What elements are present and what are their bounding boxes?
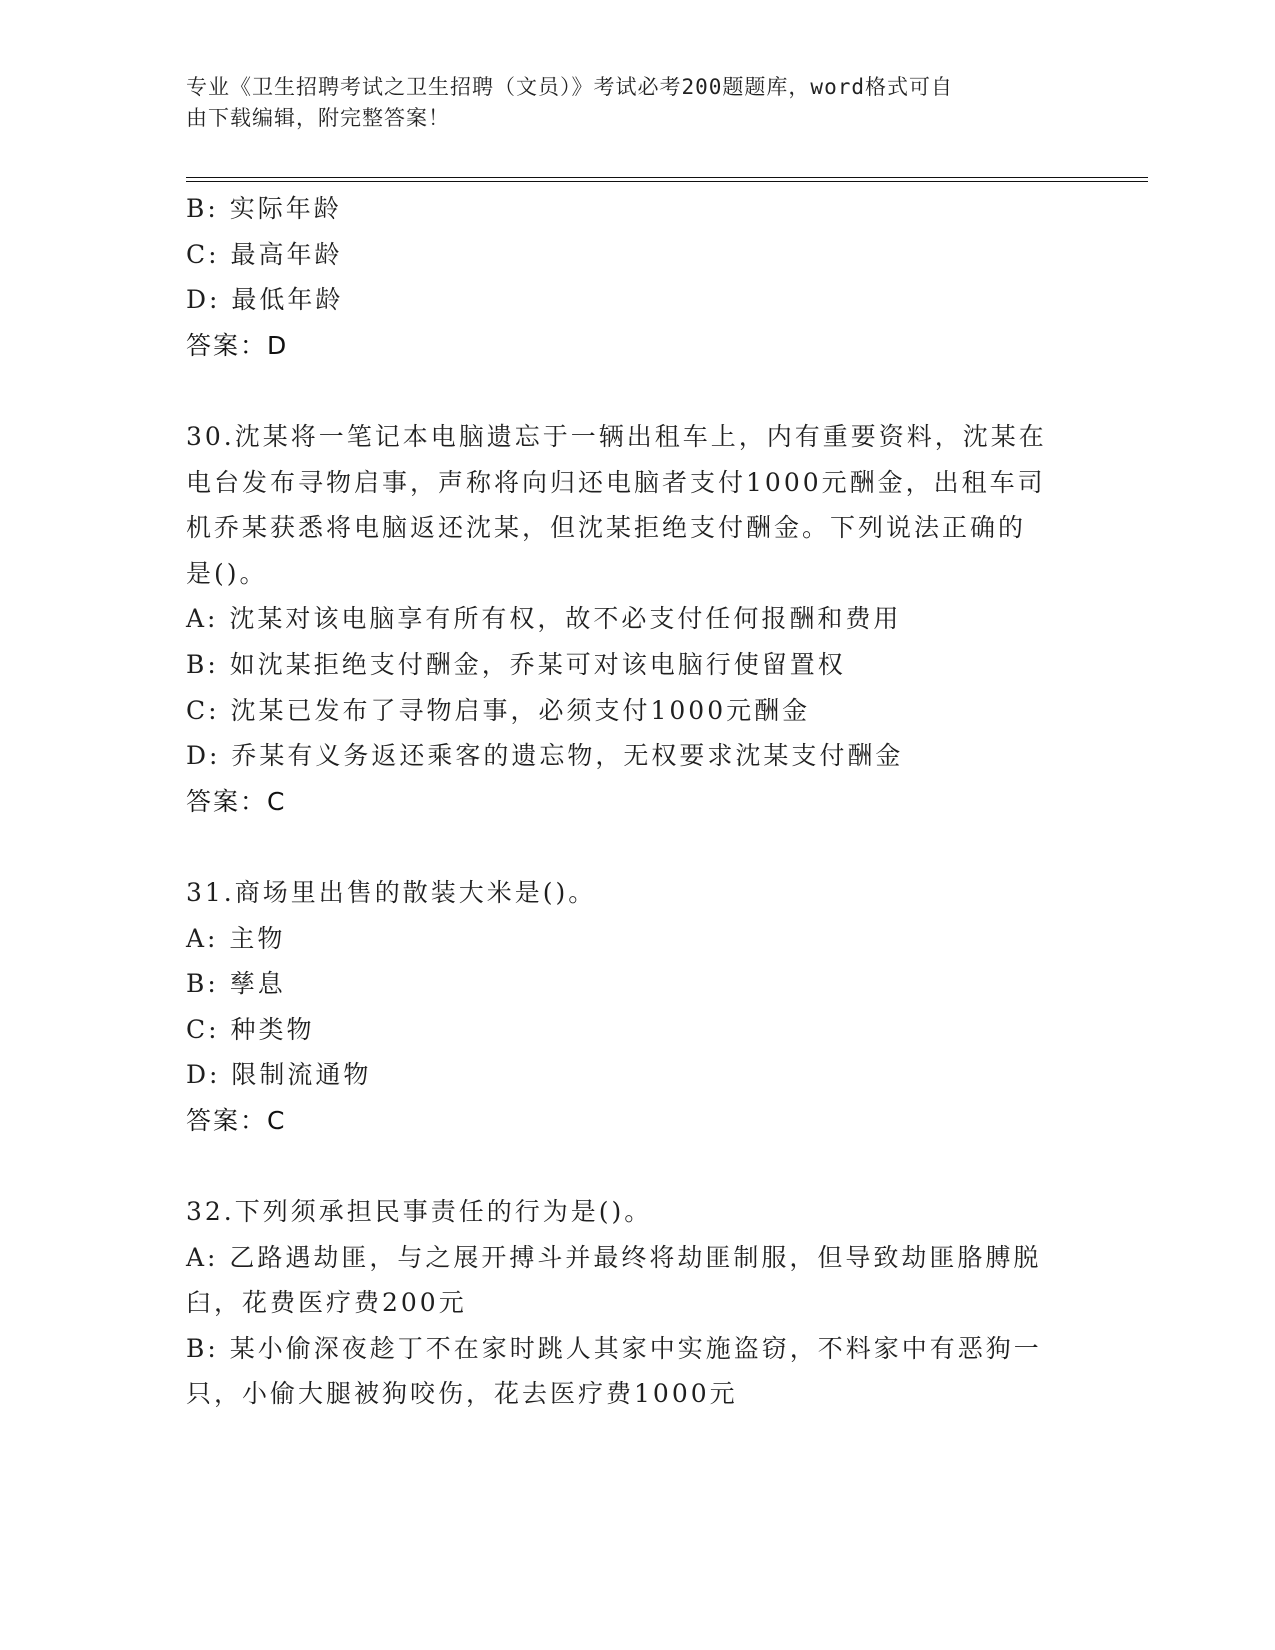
question-stem: 31.商场里出售的散装大米是()。	[186, 877, 597, 907]
question-stem: 32.下列须承担民事责任的行为是()。	[186, 1197, 653, 1227]
option-b-line: B: 某小偷深夜趁丁不在家时跳人其家中实施盗窃，不料家中有恶狗一	[186, 1333, 1042, 1363]
option-a: A: 沈某对该电脑享有所有权，故不必支付任何报酬和费用	[186, 604, 902, 634]
question-stem-line: 是()。	[186, 558, 268, 588]
option-c: C: 沈某已发布了寻物启事，必须支付1000元酬金	[186, 695, 811, 725]
spacer	[186, 368, 1086, 414]
question-stem-line: 30.沈某将一笔记本电脑遗忘于一辆出租车上，内有重要资料，沈某在	[186, 421, 1047, 451]
option-b-line: 只，小偷大腿被狗咬伤，花去医疗费1000元	[186, 1379, 738, 1409]
option-a-line: 臼，花费医疗费200元	[186, 1288, 467, 1318]
answer-line: 答案：C	[186, 1105, 287, 1135]
option-c: C: 种类物	[186, 1014, 315, 1044]
option-b: B: 孳息	[186, 969, 286, 999]
spacer	[186, 1143, 1086, 1189]
document-header	[186, 72, 1066, 134]
question-stem-line: 电台发布寻物启事，声称将向归还电脑者支付1000元酬金，出租车司	[186, 467, 1046, 497]
option-c: C: 最高年龄	[186, 239, 343, 269]
spacer	[186, 824, 1086, 870]
question-32	[186, 1189, 1086, 1417]
header-line-2: 由下载编辑，附完整答案！	[186, 106, 450, 130]
question-31	[186, 870, 1086, 1144]
option-b: B: 实际年龄	[186, 194, 342, 223]
option-a: A: 主物	[186, 923, 286, 953]
option-d: D: 最低年龄	[186, 285, 344, 315]
question-29-tail	[186, 186, 1086, 368]
question-content	[186, 186, 1086, 1417]
question-30	[186, 414, 1086, 824]
answer-line: 答案：C	[186, 786, 287, 816]
header-line-1: 专业《卫生招聘考试之卫生招聘（文员）》考试必考200题题库，word格式可自	[186, 75, 953, 99]
option-d: D: 限制流通物	[186, 1060, 372, 1090]
header-divider-top	[186, 177, 1148, 178]
answer-line: 答案：D	[186, 330, 289, 360]
header-divider-bottom	[186, 181, 1148, 182]
option-d: D: 乔某有义务返还乘客的遗忘物，无权要求沈某支付酬金	[186, 741, 904, 771]
option-a-line: A: 乙路遇劫匪，与之展开搏斗并最终将劫匪制服，但导致劫匪胳膊脱	[186, 1242, 1042, 1272]
question-stem-line: 机乔某获悉将电脑返还沈某，但沈某拒绝支付酬金。下列说法正确的	[186, 513, 1027, 543]
option-b: B: 如沈某拒绝支付酬金，乔某可对该电脑行使留置权	[186, 649, 846, 679]
